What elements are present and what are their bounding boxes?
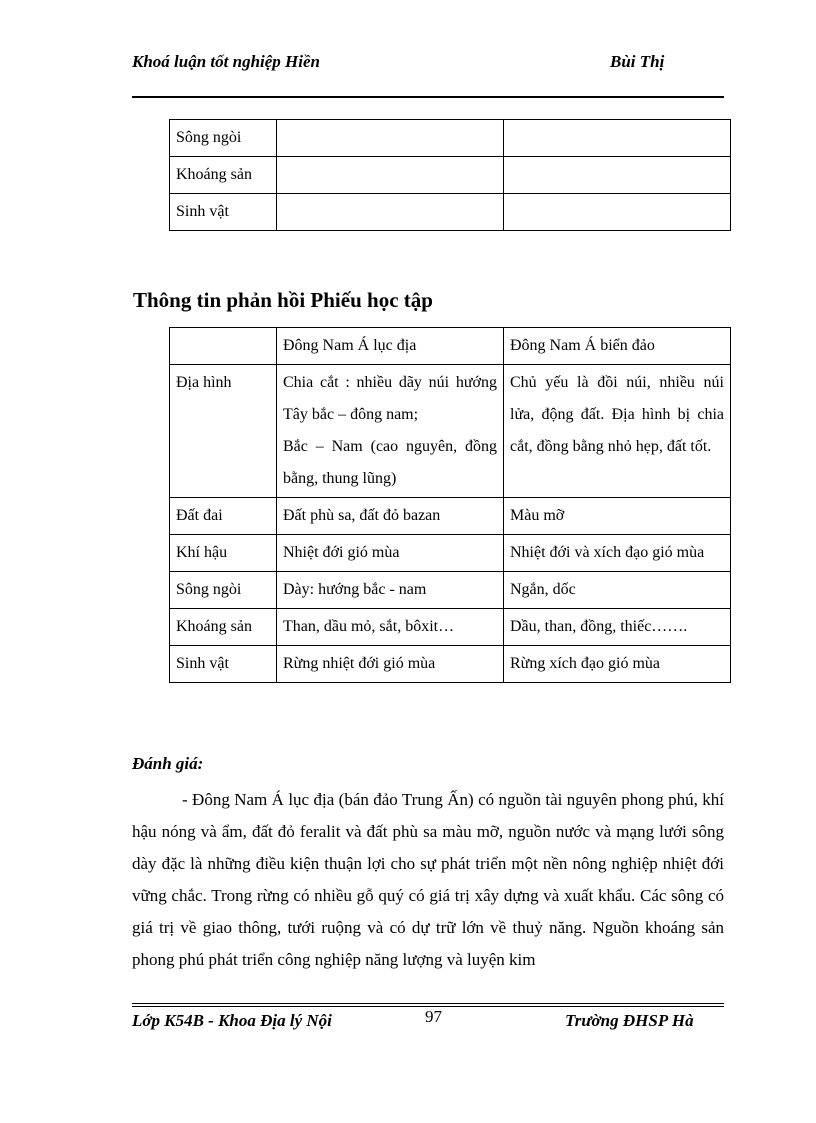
table-row — [170, 365, 731, 498]
table-row — [170, 646, 731, 683]
table-cell: Khí hậu — [170, 535, 277, 572]
table-header-row — [170, 328, 731, 365]
table-cell: Rừng nhiệt đới gió mùa — [277, 646, 504, 683]
header-divider — [132, 96, 724, 98]
section-title: Thông tin phản hồi Phiếu học tập — [133, 288, 433, 312]
table-cell: Đất đai — [170, 498, 277, 535]
table-cell — [277, 365, 504, 498]
table-cell — [504, 194, 731, 231]
table-row — [170, 572, 731, 609]
table-row — [170, 194, 731, 231]
header-left: Khoá luận tốt nghiệp Hiền — [132, 52, 320, 71]
table-cell: Rừng xích đạo gió mùa — [504, 646, 731, 683]
table-row — [170, 535, 731, 572]
table-cell: Nhiệt đới gió mùa — [277, 535, 504, 572]
table-cell: Dầu, than, đồng, thiếc……. — [504, 609, 731, 646]
table-cell: Sông ngòi — [170, 120, 277, 157]
header-right: Bùi Thị — [610, 52, 665, 71]
cell-line: Chia cắt : nhiều dãy núi hướng Tây bắc – đông nam; — [283, 374, 497, 423]
table-cell: Than, dầu mỏ, sắt, bôxit… — [277, 609, 504, 646]
evaluation-label: Đánh giá: — [132, 754, 204, 773]
table-cell: Màu mỡ — [504, 498, 731, 535]
table-row — [170, 157, 731, 194]
table-cell — [504, 120, 731, 157]
table-header-cell: Đông Nam Á biển đảo — [504, 328, 731, 365]
table-row — [170, 120, 731, 157]
feedback-table — [169, 327, 731, 683]
table-cell: Chủ yếu là đồi núi, nhiều núi lửa, động đất. Địa hình bị chia cắt, đồng bằng nhỏ hẹp, đất tốt. — [504, 365, 731, 498]
table-cell — [277, 157, 504, 194]
evaluation-paragraph: - Đông Nam Á lục địa (bán đảo Trung Ấn) có nguồn tài nguyên phong phú, khí hậu nóng và ẩm, đất đỏ feralit và đất phù sa màu mỡ, nguồn nước và mạng lưới sông dày đặc là những điều kiện thuận lợi cho sự phát triển một nền nông nghiệp nhiệt đới vững chắc. Trong rừng có nhiều gỗ quý có giá trị xây dựng và xuất khẩu. Các sông có giá trị về giao thông, tưới ruộng và có dự trữ lớn về thuỷ năng. Nguồn khoáng sản phong phú phát triển công nghiệp năng lượng và luyện kim — [132, 790, 724, 969]
table-cell — [504, 157, 731, 194]
table-cell: Nhiệt đới và xích đạo gió mùa — [504, 535, 731, 572]
table-cell — [277, 120, 504, 157]
table-cell: Ngắn, dốc — [504, 572, 731, 609]
cell-line: Bắc – Nam (cao nguyên, đồng bằng, thung lũng) — [283, 438, 497, 487]
table-cell: Sinh vật — [170, 194, 277, 231]
footer-left: Lớp K54B - Khoa Địa lý Nội — [132, 1011, 332, 1030]
table-cell: Khoáng sản — [170, 157, 277, 194]
table-cell: Dày: hướng bắc - nam — [277, 572, 504, 609]
table-header-cell: Đông Nam Á lục địa — [277, 328, 504, 365]
table-cell: Sông ngòi — [170, 572, 277, 609]
footer-divider — [132, 1003, 724, 1004]
table-header-cell — [170, 328, 277, 365]
table-cell: Địa hình — [170, 365, 277, 498]
table-cell: Sinh vật — [170, 646, 277, 683]
table-row — [170, 498, 731, 535]
blank-worksheet-table — [169, 119, 731, 231]
table-cell: Đất phù sa, đất đỏ bazan — [277, 498, 504, 535]
page-number: 97 — [425, 1007, 442, 1026]
table-cell — [277, 194, 504, 231]
table-row — [170, 609, 731, 646]
table-cell: Khoáng sản — [170, 609, 277, 646]
footer-right: Trường ĐHSP Hà — [565, 1011, 694, 1030]
